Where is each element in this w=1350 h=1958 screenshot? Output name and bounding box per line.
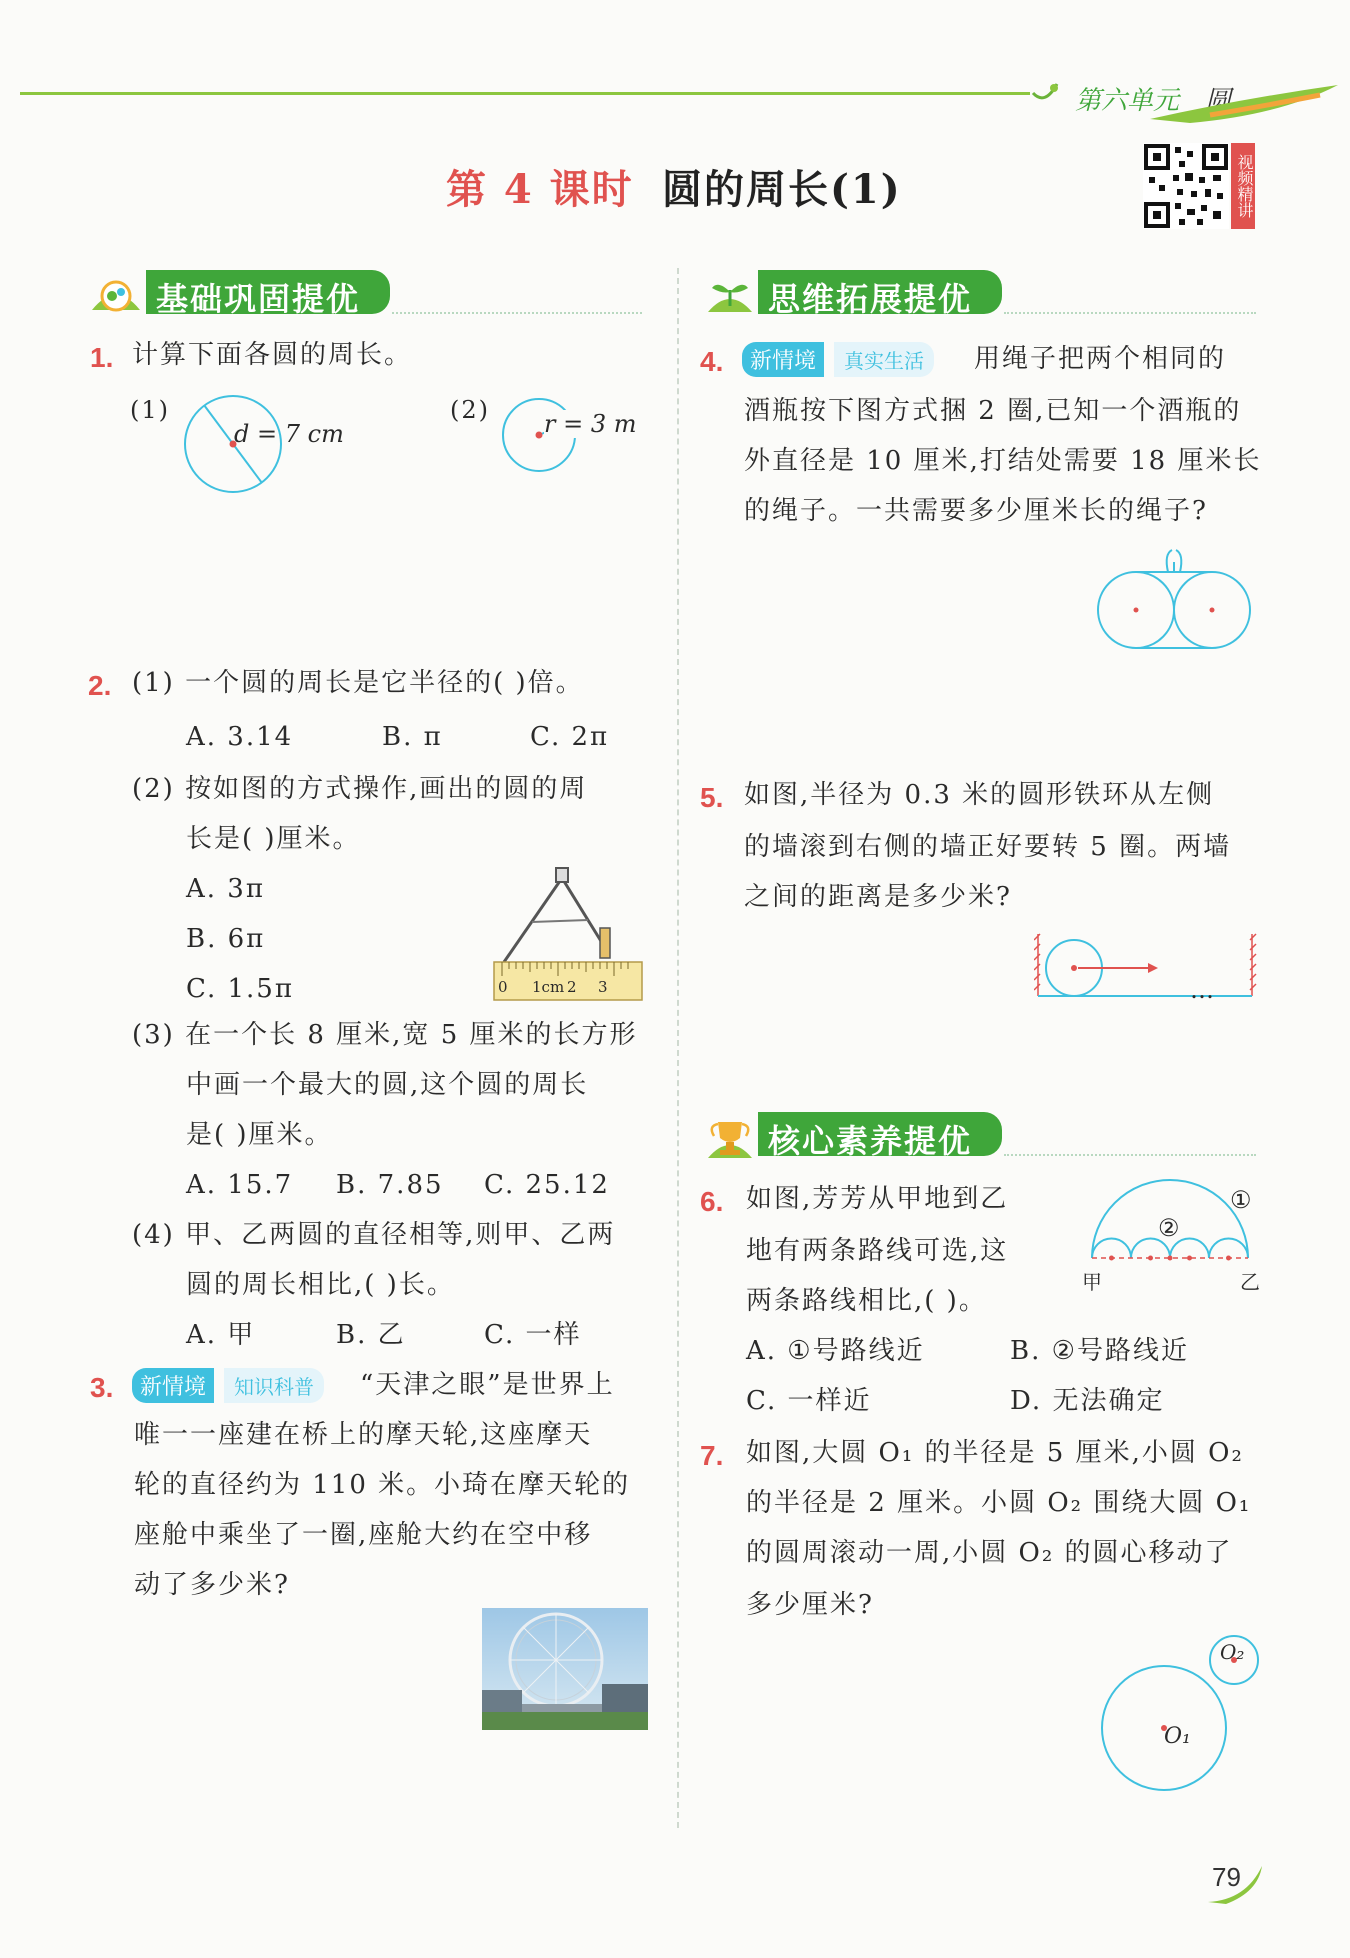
sprout-icon (704, 272, 756, 318)
q2-p2-line1: (2) 按如图的方式操作,画出的圆的周 (132, 774, 588, 804)
q3-line5: 动了多少米? (134, 1570, 290, 1600)
q2-p2-line2: 长是( )厘米。 (186, 824, 361, 854)
q1-p2-label: (2) (450, 396, 490, 424)
q1-p2-value: r = 3 m (544, 410, 637, 438)
q3-badge: 新情境 (132, 1368, 214, 1403)
section-core-title: 核心素养提优 (768, 1122, 973, 1160)
q6-opt-c[interactable]: C. 一样近 (746, 1386, 872, 1416)
q3-line4: 座舱中乘坐了一圈,座舱大约在空中移 (134, 1520, 593, 1550)
qr-code-icon[interactable] (1143, 143, 1229, 229)
ruler-label-0: 0 (498, 978, 508, 996)
q1-text: 计算下面各圆的周长。 (132, 340, 413, 370)
q2-p3-opt-a[interactable]: A. 15.7 (186, 1170, 294, 1200)
q2-p3-line3: 是( )厘米。 (186, 1120, 333, 1150)
q6-start-label: 甲 (1082, 1270, 1102, 1294)
q4-line2: 酒瓶按下图方式捆 2 圈,已知一个酒瓶的 (744, 396, 1242, 426)
q2-number: 2. (88, 670, 112, 701)
q2-p3-line1: (3) 在一个长 8 厘米,宽 5 厘米的长方形 (132, 1020, 638, 1050)
q7-small-label: O₂ (1220, 1640, 1245, 1664)
q5-ellipsis: … (1190, 976, 1214, 1004)
ruler-label-3: 3 (598, 978, 608, 996)
q4-line3: 外直径是 10 厘米,打结处需要 18 厘米长 (744, 446, 1262, 476)
q5-line3: 之间的距离是多少米? (744, 882, 1012, 912)
q7-line1: 如图,大圆 O₁ 的半径是 5 厘米,小圆 O₂ (746, 1438, 1244, 1468)
q7-line4: 多少厘米? (746, 1590, 874, 1620)
q2-p4-line1: (4) 甲、乙两圆的直径相等,则甲、乙两 (132, 1220, 616, 1250)
unit-label: 第六单元 (1075, 86, 1180, 116)
q4-badge: 新情境 (742, 342, 824, 377)
q4-line1: 用绳子把两个相同的 (974, 344, 1227, 374)
q2-p1-opt-b[interactable]: B. π (382, 722, 443, 752)
gears-icon (88, 270, 144, 320)
q3-number: 3. (90, 1372, 114, 1403)
section-basic-title: 基础巩固提优 (156, 280, 361, 318)
q5-line2: 的墙滚到右侧的墙正好要转 5 圈。两墙 (744, 832, 1232, 862)
q2-p2-opt-c[interactable]: C. 1.5π (186, 974, 294, 1004)
q4-number: 4. (700, 346, 724, 377)
bottles-figure (1094, 548, 1258, 652)
q2-p3-opt-b[interactable]: B. 7.85 (336, 1170, 444, 1200)
q2-p4-opt-b[interactable]: B. 乙 (336, 1320, 406, 1350)
q2-p1-opt-c[interactable]: C. 2π (530, 722, 610, 752)
header-rule (20, 92, 1030, 95)
q3-line2: 唯一一座建在桥上的摩天轮,这座摩天 (134, 1420, 593, 1450)
q2-p2-opt-a[interactable]: A. 3π (186, 874, 265, 904)
trophy-icon (704, 1114, 756, 1164)
page-number: 79 (1212, 1862, 1241, 1892)
section-core-rule (1004, 1154, 1256, 1156)
section-basic-rule (392, 312, 642, 314)
q6-route1-label: ① (1230, 1186, 1252, 1214)
q3-line1: “天津之眼”是世界上 (360, 1370, 615, 1400)
q6-end-label: 乙 (1240, 1270, 1260, 1294)
q1-p1-value: d = 7 cm (234, 420, 344, 448)
q6-number: 6. (700, 1186, 724, 1217)
q6-line1: 如图,芳芳从甲地到乙 (746, 1184, 1009, 1214)
q6-route2-label: ② (1158, 1214, 1180, 1242)
q2-p1-opt-a[interactable]: A. 3.14 (186, 722, 294, 752)
q5-line1: 如图,半径为 0.3 米的圆形铁环从左侧 (744, 780, 1215, 810)
q2-p4-line2: 圆的周长相比,( )长。 (186, 1270, 455, 1300)
q2-p4-opt-c[interactable]: C. 一样 (484, 1320, 582, 1350)
q4-line4: 的绳子。一共需要多少厘米长的绳子? (744, 496, 1208, 526)
rolling-ring-figure (1034, 926, 1258, 1002)
ferris-wheel-photo (482, 1608, 648, 1730)
q2-p3-opt-c[interactable]: C. 25.12 (484, 1170, 610, 1200)
leaf-icon (1030, 78, 1060, 108)
section-thinking-rule (1004, 312, 1256, 314)
q6-opt-b[interactable]: B. ②号路线近 (1010, 1336, 1189, 1366)
q2-p2-opt-b[interactable]: B. 6π (186, 924, 266, 954)
q6-line2: 地有两条路线可选,这 (746, 1236, 1009, 1266)
ruler-label-1cm: 1cm (532, 978, 565, 996)
q7-line3: 的圆周滚动一周,小圆 O₂ 的圆心移动了 (746, 1538, 1233, 1568)
q1-p1-label: (1) (130, 396, 170, 424)
q3-badge-sub: 知识科普 (224, 1368, 324, 1403)
ruler-label-2: 2 (567, 978, 577, 996)
swoosh-decoration (1150, 85, 1340, 125)
q3-line3: 轮的直径约为 110 米。小琦在摩天轮的 (134, 1470, 631, 1500)
q7-big-label: O₁ (1164, 1724, 1191, 1749)
q6-line3: 两条路线相比,( )。 (746, 1286, 987, 1316)
q7-number: 7. (700, 1440, 724, 1471)
q6-opt-a[interactable]: A. ①号路线近 (746, 1336, 925, 1366)
q6-opt-d[interactable]: D. 无法确定 (1010, 1386, 1165, 1416)
q2-p3-line2: 中画一个最大的圆,这个圆的周长 (186, 1070, 589, 1100)
unit-name: 圆 (1205, 86, 1232, 116)
column-divider (677, 268, 679, 1828)
q2-p4-opt-a[interactable]: A. 甲 (186, 1320, 256, 1350)
page-swoosh-decoration (1206, 1862, 1266, 1906)
q5-number: 5. (700, 782, 724, 813)
q1-number: 1. (90, 342, 114, 373)
section-thinking-title: 思维拓展提优 (768, 280, 973, 318)
qr-caption: 视频精讲 (1231, 143, 1255, 229)
q4-badge-sub: 真实生活 (834, 342, 934, 377)
lesson-title: 圆的周长(1) (662, 166, 902, 213)
lesson-prefix: 第 4 课时 (446, 166, 634, 213)
q7-line2: 的半径是 2 厘米。小圆 O₂ 围绕大圆 O₁ (746, 1488, 1252, 1518)
q2-p1: (1) 一个圆的周长是它半径的( )倍。 (132, 668, 584, 698)
